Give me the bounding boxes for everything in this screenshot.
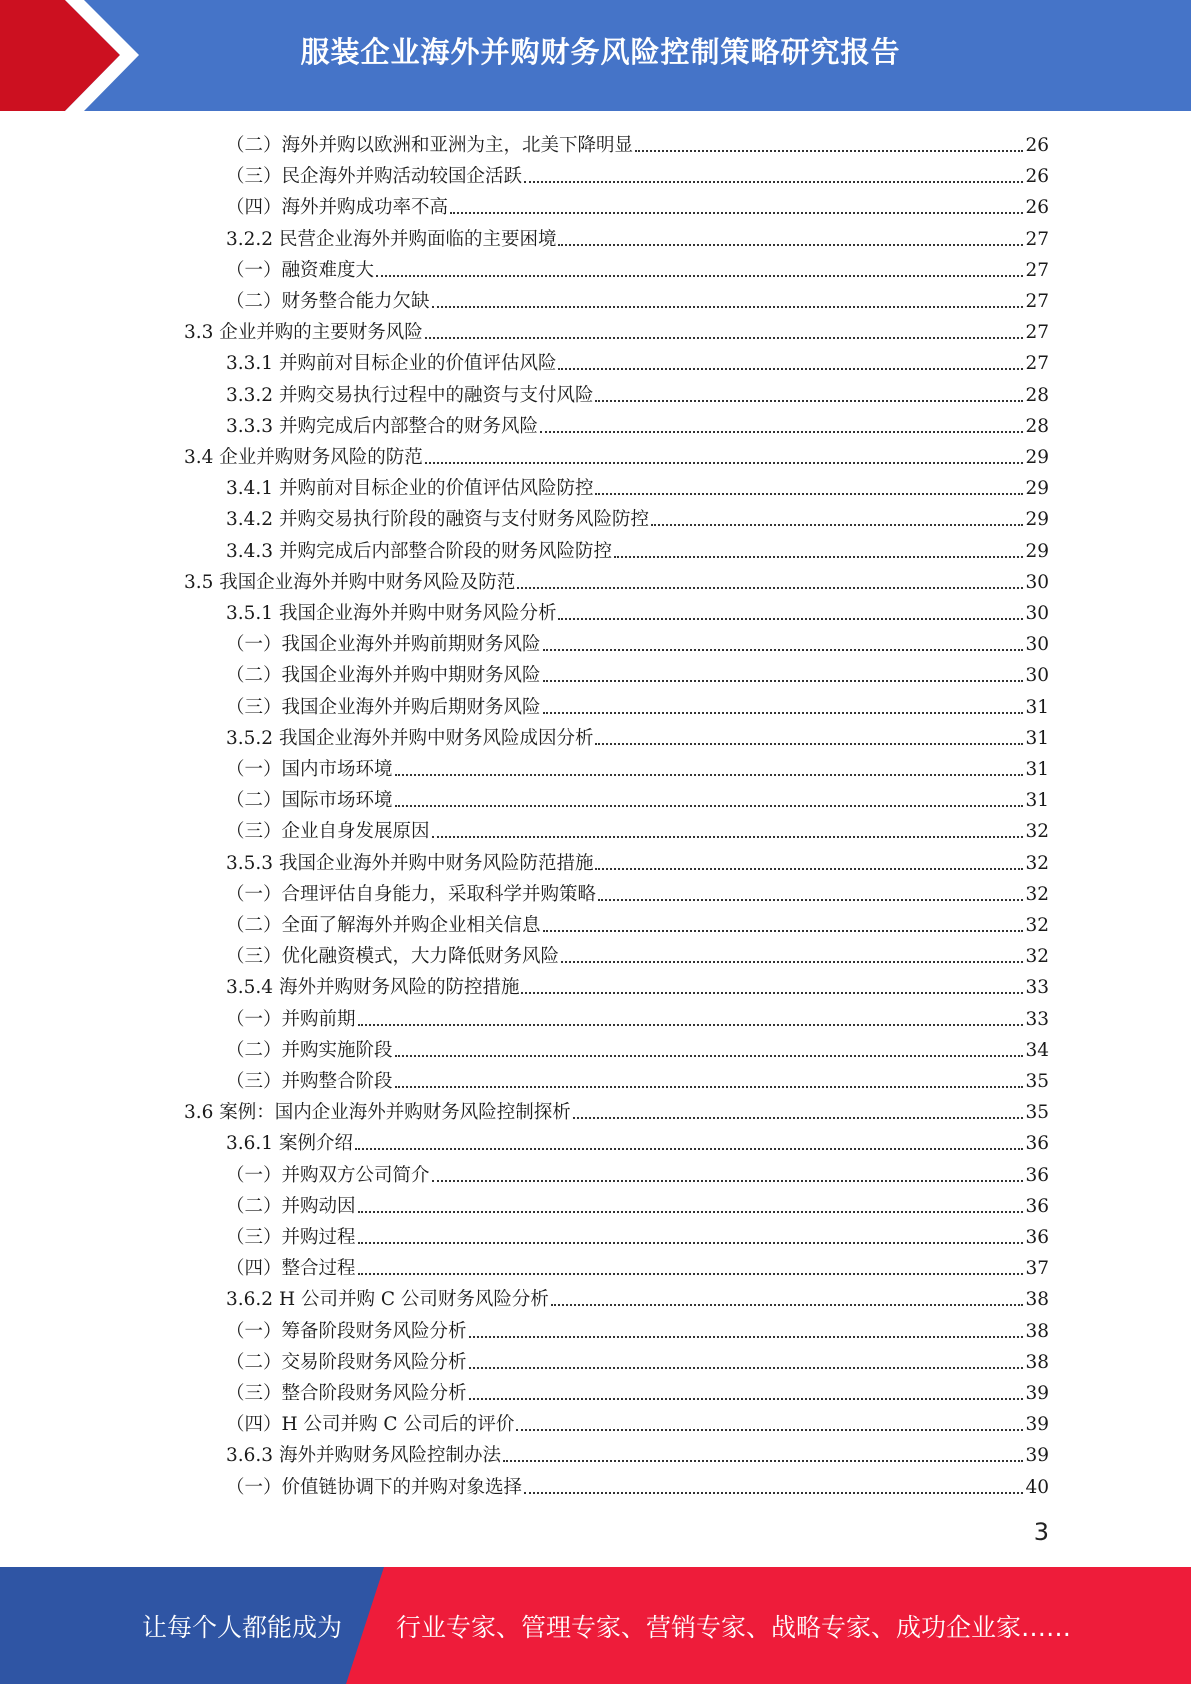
toc-entry-label: 3.6.2 H 公司并购 C 公司财务风险分析 — [226, 1289, 549, 1311]
toc-dot-leader — [469, 1398, 1024, 1400]
toc-entry[interactable] — [184, 564, 1049, 595]
page-header — [0, 0, 1191, 111]
toc-entry-page: 26 — [1025, 197, 1049, 219]
toc-entry-page: 36 — [1025, 1195, 1049, 1217]
toc-entry-label: （四）整合过程 — [226, 1258, 356, 1280]
toc-entry-label: （三）优化融资模式，大力降低财务风险 — [226, 946, 560, 968]
toc-entry[interactable] — [226, 1344, 1049, 1375]
toc-entry-label: 3.3.1 并购前对目标企业的价值评估风险 — [226, 353, 557, 375]
toc-entry[interactable] — [226, 158, 1049, 189]
toc-dot-leader — [469, 1367, 1024, 1369]
toc-dot-leader — [595, 868, 1023, 870]
toc-entry-label: （三）整合阶段财务风险分析 — [226, 1383, 467, 1404]
toc-entry[interactable] — [226, 1250, 1049, 1281]
toc-entry[interactable] — [226, 845, 1049, 876]
toc-entry[interactable] — [226, 1188, 1049, 1219]
toc-entry-label: （一）融资难度大 — [226, 259, 375, 281]
toc-entry-label: （三）我国企业海外并购后期财务风险 — [226, 696, 541, 718]
toc-dot-leader — [595, 743, 1023, 745]
toc-dot-leader — [355, 1148, 1024, 1150]
toc-entry[interactable] — [226, 408, 1049, 439]
toc-entry-page: 31 — [1025, 790, 1049, 812]
toc-entry-page: 38 — [1025, 1289, 1049, 1311]
toc-entry-page: 39 — [1025, 1414, 1049, 1436]
toc-entry-page: 32 — [1025, 915, 1049, 936]
toc-entry-label: （一）筹备阶段财务风险分析 — [226, 1320, 467, 1342]
toc-dot-leader — [432, 306, 1024, 308]
toc-entry-page: 28 — [1025, 415, 1049, 437]
toc-dot-leader — [425, 462, 1024, 464]
toc-entry[interactable] — [226, 657, 1049, 688]
toc-dot-leader — [521, 992, 1023, 994]
toc-dot-leader — [524, 181, 1023, 183]
toc-dot-leader — [558, 368, 1023, 370]
toc-dot-leader — [503, 1460, 1023, 1462]
toc-entry-label: （三）企业自身发展原因 — [226, 821, 430, 843]
toc-entry[interactable] — [226, 1375, 1049, 1406]
toc-entry-page: 35 — [1025, 1071, 1049, 1092]
toc-entry-page: 35 — [1025, 1102, 1049, 1124]
toc-dot-leader — [524, 1492, 1023, 1494]
toc-entry-page: 36 — [1025, 1164, 1049, 1186]
toc-dot-leader — [543, 680, 1024, 682]
toc-entry[interactable] — [226, 252, 1049, 283]
toc-entry-label: 3.4.3 并购完成后内部整合阶段的财务风险防控 — [226, 540, 612, 562]
toc-entry-label: （二）全面了解海外并购企业相关信息 — [226, 915, 541, 936]
document-title: 服装企业海外并购财务风险控制策略研究报告 — [300, 34, 901, 69]
toc-entry[interactable] — [226, 1469, 1049, 1500]
toc-entry-label: 3.3.2 并购交易执行过程中的融资与支付风险 — [226, 384, 594, 406]
toc-dot-leader — [543, 930, 1024, 932]
toc-entry-label: （四）H 公司并购 C 公司后的评价 — [226, 1414, 515, 1436]
toc-entry-page: 30 — [1025, 634, 1049, 656]
toc-entry-page: 29 — [1025, 447, 1049, 468]
toc-entry[interactable] — [226, 876, 1049, 907]
toc-entry-page: 32 — [1025, 852, 1049, 874]
toc-entry[interactable] — [226, 938, 1049, 969]
toc-dot-leader — [395, 1055, 1024, 1057]
toc-entry-label: （一）并购双方公司简介 — [226, 1164, 430, 1186]
toc-dot-leader — [651, 524, 1023, 526]
toc-entry-label: （一）我国企业海外并购前期财务风险 — [226, 634, 541, 656]
toc-entry[interactable] — [226, 1125, 1049, 1156]
toc-entry[interactable] — [226, 813, 1049, 844]
toc-dot-leader — [558, 618, 1023, 620]
toc-entry[interactable] — [226, 907, 1049, 938]
toc-entry-page: 28 — [1025, 384, 1049, 406]
toc-entry-label: 3.6 案例：国内企业海外并购财务风险控制探析 — [184, 1102, 571, 1124]
footer-slogan-left: 让每个人都能成为 — [142, 1612, 343, 1642]
page-number: 3 — [1033, 1518, 1049, 1546]
toc-entry-page: 26 — [1025, 166, 1049, 188]
toc-entry[interactable] — [226, 283, 1049, 314]
toc-entry-page: 38 — [1025, 1351, 1049, 1373]
toc-entry-label: 3.5.4 海外并购财务风险的防控措施 — [226, 977, 520, 999]
toc-entry-label: 3.5.2 我国企业海外并购中财务风险成因分析 — [226, 727, 594, 749]
toc-dot-leader — [469, 1336, 1024, 1338]
toc-entry-page: 31 — [1025, 727, 1049, 749]
toc-entry-label: （二）交易阶段财务风险分析 — [226, 1351, 467, 1373]
toc-entry-page: 34 — [1025, 1039, 1049, 1061]
toc-entry-label: （二）财务整合能力欠缺 — [226, 291, 430, 312]
toc-entry-label: （三）并购整合阶段 — [226, 1071, 393, 1092]
toc-entry[interactable] — [226, 720, 1049, 751]
toc-entry-page: 29 — [1025, 478, 1049, 500]
toc-entry-label: 3.4 企业并购财务风险的防范 — [184, 447, 423, 468]
toc-dot-leader — [551, 1304, 1024, 1306]
toc-dot-leader — [543, 712, 1024, 714]
toc-entry-page: 26 — [1025, 135, 1049, 156]
toc-dot-leader — [432, 836, 1024, 838]
toc-entry-page: 39 — [1025, 1445, 1049, 1467]
toc-entry[interactable] — [226, 1032, 1049, 1063]
toc-dot-leader — [543, 649, 1024, 651]
toc-dot-leader — [395, 1086, 1024, 1088]
toc-dot-leader — [358, 1024, 1024, 1026]
toc-entry-page: 32 — [1025, 883, 1049, 905]
toc-entry-page: 27 — [1025, 353, 1049, 375]
toc-entry-page: 37 — [1025, 1258, 1049, 1280]
toc-entry[interactable] — [226, 782, 1049, 813]
toc-entry-label: 3.4.1 并购前对目标企业的价值评估风险防控 — [226, 478, 594, 500]
toc-entry-label: （一）合理评估自身能力，采取科学并购策略 — [226, 883, 597, 905]
toc-dot-leader — [450, 212, 1023, 214]
footer-slogan-right: 行业专家、管理专家、营销专家、战略专家、成功企业家…… — [396, 1612, 1072, 1642]
toc-entry[interactable] — [226, 969, 1049, 1000]
toc-entry-page: 30 — [1025, 571, 1049, 593]
toc-entry[interactable] — [226, 689, 1049, 720]
toc-entry-page: 32 — [1025, 946, 1049, 968]
toc-entry-label: （二）我国企业海外并购中期财务风险 — [226, 665, 541, 687]
toc-entry[interactable] — [226, 501, 1049, 532]
toc-entry[interactable] — [226, 595, 1049, 626]
toc-dot-leader — [561, 961, 1023, 963]
toc-entry-label: （三）民企海外并购活动较国企活跃 — [226, 166, 523, 188]
toc-entry-label: （二）并购实施阶段 — [226, 1039, 393, 1061]
toc-entry-label: （一）并购前期 — [226, 1008, 356, 1030]
toc-entry-page: 27 — [1025, 259, 1049, 281]
toc-entry-label: 3.6.1 案例介绍 — [226, 1133, 353, 1155]
toc-entry-page: 36 — [1025, 1133, 1049, 1155]
toc-dot-leader — [432, 1180, 1024, 1182]
toc-entry[interactable] — [226, 533, 1049, 564]
toc-entry[interactable] — [226, 1063, 1049, 1094]
toc-entry-page: 27 — [1025, 228, 1049, 250]
toc-entry-label: （一）价值链协调下的并购对象选择 — [226, 1476, 523, 1498]
toc-entry[interactable] — [226, 127, 1049, 158]
toc-entry-page: 32 — [1025, 821, 1049, 843]
toc-dot-leader — [376, 275, 1023, 277]
toc-entry[interactable] — [226, 221, 1049, 252]
toc-entry-label: （二）国际市场环境 — [226, 790, 393, 812]
toc-dot-leader — [595, 493, 1023, 495]
toc-entry-page: 36 — [1025, 1227, 1049, 1248]
page-footer — [0, 1567, 1191, 1684]
toc-entry-page: 27 — [1025, 291, 1049, 312]
toc-entry[interactable] — [184, 314, 1049, 345]
toc-dot-leader — [598, 899, 1023, 901]
header-arrow-icon — [0, 0, 160, 111]
toc-dot-leader — [595, 400, 1023, 402]
toc-entry-page: 29 — [1025, 509, 1049, 531]
toc-entry[interactable] — [226, 1406, 1049, 1437]
toc-entry[interactable] — [226, 377, 1049, 408]
toc-dot-leader — [614, 556, 1023, 558]
toc-dot-leader — [358, 1211, 1024, 1213]
toc-entry-page: 38 — [1025, 1320, 1049, 1342]
toc-dot-leader — [358, 1273, 1024, 1275]
toc-entry-page: 39 — [1025, 1383, 1049, 1404]
toc-entry-label: （二）海外并购以欧洲和亚洲为主，北美下降明显 — [226, 135, 634, 156]
toc-entry-label: 3.2.2 民营企业海外并购面临的主要困境 — [226, 228, 557, 250]
toc-entry[interactable] — [226, 1313, 1049, 1344]
toc-entry-label: （三）并购过程 — [226, 1227, 356, 1248]
toc-entry-page: 33 — [1025, 1008, 1049, 1030]
toc-entry[interactable] — [184, 1094, 1049, 1125]
toc-dot-leader — [558, 244, 1023, 246]
toc-entry-label: 3.5.3 我国企业海外并购中财务风险防范措施 — [226, 852, 594, 874]
toc-entry-label: 3.3.3 并购完成后内部整合的财务风险 — [226, 415, 538, 437]
toc-entry[interactable] — [226, 1437, 1049, 1468]
toc-entry-page: 27 — [1025, 322, 1049, 344]
toc-entry-label: 3.4.2 并购交易执行阶段的融资与支付财务风险防控 — [226, 509, 649, 531]
toc-entry-label: 3.6.3 海外并购财务风险控制办法 — [226, 1445, 501, 1467]
toc-entry-label: （一）国内市场环境 — [226, 759, 393, 780]
toc-entry-page: 33 — [1025, 977, 1049, 999]
toc-entry-page: 31 — [1025, 759, 1049, 780]
toc-entry[interactable] — [226, 189, 1049, 220]
toc-entry[interactable] — [226, 1219, 1049, 1250]
toc-dot-leader — [540, 431, 1023, 433]
toc-dot-leader — [395, 774, 1024, 776]
toc-dot-leader — [395, 805, 1024, 807]
toc-entry-page: 29 — [1025, 540, 1049, 562]
toc-entry-label: 3.5 我国企业海外并购中财务风险及防范 — [184, 571, 516, 593]
toc-dot-leader — [425, 337, 1024, 339]
toc-entry-label: （四）海外并购成功率不高 — [226, 197, 449, 219]
toc-dot-leader — [635, 150, 1023, 152]
toc-entry-label: 3.5.1 我国企业海外并购中财务风险分析 — [226, 603, 557, 624]
toc-entry-label: （二）并购动因 — [226, 1195, 356, 1217]
toc-entry-label: 3.3 企业并购的主要财务风险 — [184, 322, 423, 344]
toc-entry-page: 30 — [1025, 665, 1049, 687]
toc-entry[interactable] — [226, 470, 1049, 501]
toc-entry[interactable] — [226, 1157, 1049, 1188]
toc-entry[interactable] — [226, 626, 1049, 657]
toc-dot-leader — [516, 1429, 1023, 1431]
toc-entry-page: 40 — [1025, 1476, 1049, 1498]
toc-entry[interactable] — [226, 1281, 1049, 1312]
toc-entry[interactable] — [226, 751, 1049, 782]
toc-entry[interactable] — [226, 345, 1049, 376]
toc-entry-page: 31 — [1025, 696, 1049, 718]
toc-dot-leader — [358, 1242, 1024, 1244]
toc-entry[interactable] — [184, 439, 1049, 470]
toc-dot-leader — [517, 587, 1023, 589]
toc-dot-leader — [573, 1117, 1024, 1119]
toc-entry[interactable] — [226, 1001, 1049, 1032]
toc-entry-page: 30 — [1025, 603, 1049, 624]
